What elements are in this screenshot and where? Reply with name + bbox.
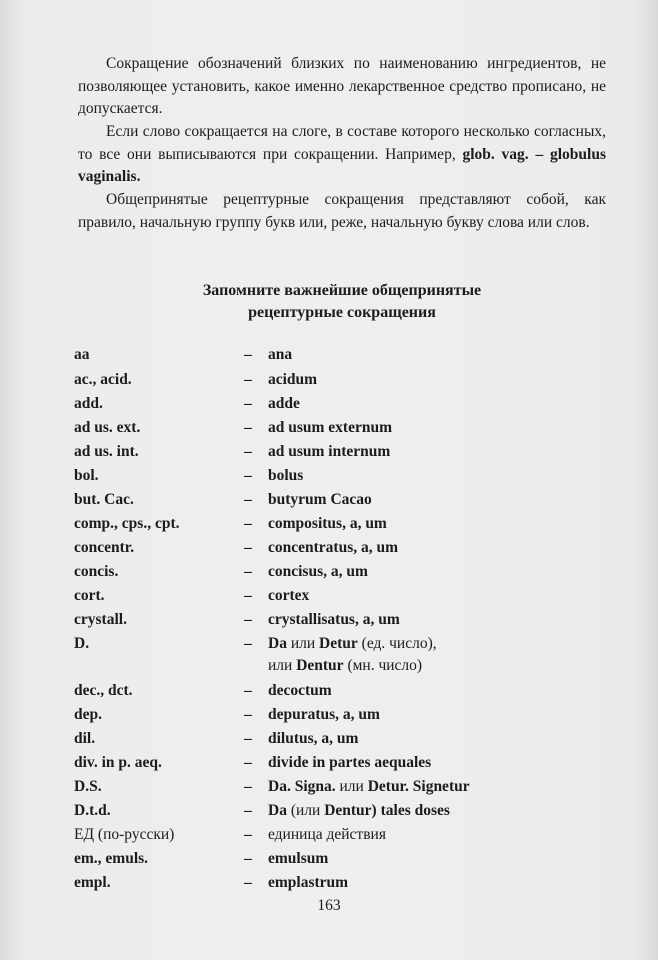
abbreviation: comp., cps., cpt. bbox=[74, 515, 180, 532]
full-term: depuratus, a, um bbox=[268, 706, 380, 723]
abbreviation: ac., acid. bbox=[74, 371, 132, 388]
dash: – bbox=[244, 778, 252, 795]
paragraph-common-abbreviations bbox=[78, 189, 606, 234]
full-term: ad usum externum bbox=[268, 419, 393, 436]
dash: – bbox=[244, 635, 252, 652]
full-term: Da или Detur (ед. число), bbox=[268, 635, 437, 652]
dash: – bbox=[244, 611, 252, 628]
dash: – bbox=[244, 371, 252, 388]
full-term: concisus, a, um bbox=[268, 563, 368, 580]
heading-line-1: Запомните важнейшие общепринятые bbox=[202, 282, 482, 299]
abbreviation: ad us. int. bbox=[74, 443, 139, 460]
page-number: 163 bbox=[317, 897, 341, 914]
dash: – bbox=[244, 874, 252, 891]
paragraph-text: Сокращение обозначений близких по наименованию ингредиентов, не позволяющее установить, какое именно лекарственное средство прописано, не допускается. bbox=[78, 55, 606, 118]
heading-line-2: рецептурные сокращения bbox=[248, 304, 436, 321]
abbreviation: ad us. ext. bbox=[74, 419, 141, 436]
paragraph-text: Общепринятые рецептурные сокращения представляют собой, как правило, начальную группу букв или, реже, начальную букву слова или слов. bbox=[78, 191, 606, 231]
full-term: Da (или Dentur) tales doses bbox=[268, 802, 450, 819]
abbreviation: D. bbox=[74, 635, 90, 652]
dash: – bbox=[244, 346, 252, 363]
dash: – bbox=[244, 491, 252, 508]
abbreviation: div. in p. aeq. bbox=[74, 754, 162, 771]
dash: – bbox=[244, 802, 252, 819]
abbreviation: aa bbox=[74, 346, 90, 363]
dash: – bbox=[244, 826, 252, 843]
full-term: butyrum Cacao bbox=[268, 491, 372, 508]
full-term: emulsum bbox=[268, 850, 329, 867]
abbreviation: empl. bbox=[74, 874, 111, 891]
full-term: adde bbox=[268, 395, 300, 412]
dash: – bbox=[244, 419, 252, 436]
abbreviation: bol. bbox=[74, 467, 99, 484]
dash: – bbox=[244, 754, 252, 771]
abbreviation: add. bbox=[74, 395, 103, 412]
full-term: ad usum internum bbox=[268, 443, 391, 460]
dash: – bbox=[244, 443, 252, 460]
abbreviation: dec., dct. bbox=[74, 682, 133, 699]
abbreviation: D.t.d. bbox=[74, 802, 111, 819]
paragraph-abbreviation-rule bbox=[78, 53, 606, 121]
dash: – bbox=[244, 850, 252, 867]
full-term: cortex bbox=[268, 587, 310, 604]
full-term: единица действия bbox=[268, 826, 386, 843]
dash: – bbox=[244, 467, 252, 484]
abbreviation: crystall. bbox=[74, 611, 127, 628]
dash: – bbox=[244, 563, 252, 580]
dash: – bbox=[244, 395, 252, 412]
full-term: emplastrum bbox=[268, 874, 349, 891]
paragraph-syllable-rule bbox=[78, 121, 606, 189]
abbreviation: cort. bbox=[74, 587, 105, 604]
paragraph-text: Если слово сокращается на слоге, в составе которого несколько согласных, то все они выписываются при сокращении. Например, bbox=[78, 123, 606, 163]
abbreviation: ЕД (по-русски) bbox=[74, 826, 175, 843]
full-term: или Dentur (мн. число) bbox=[268, 657, 423, 674]
dash: – bbox=[244, 515, 252, 532]
dash: – bbox=[244, 730, 252, 747]
full-term: Da. Signa. или Detur. Signetur bbox=[268, 778, 470, 795]
abbreviation: but. Cac. bbox=[74, 491, 134, 508]
abbreviation: dil. bbox=[74, 730, 96, 747]
full-term: decoctum bbox=[268, 682, 332, 699]
full-term: bolus bbox=[268, 467, 304, 484]
full-term: acidum bbox=[268, 371, 318, 388]
full-term: compositus, a, um bbox=[268, 515, 387, 532]
abbreviation: D.S. bbox=[74, 778, 102, 795]
example-text: glob. vag. – globulus vaginalis. bbox=[78, 145, 606, 186]
section-heading bbox=[78, 280, 606, 324]
dash: – bbox=[244, 682, 252, 699]
abbreviation: concis. bbox=[74, 563, 119, 580]
full-term: crystallisatus, a, um bbox=[268, 611, 400, 628]
abbreviation: concentr. bbox=[74, 539, 135, 556]
full-term: divide in partes aequales bbox=[268, 754, 432, 771]
abbreviation: em., emuls. bbox=[74, 850, 149, 867]
full-term: concentratus, a, um bbox=[268, 539, 399, 556]
dash: – bbox=[244, 587, 252, 604]
dash: – bbox=[244, 706, 252, 723]
full-term: dilutus, a, um bbox=[268, 730, 359, 747]
abbreviation: dep. bbox=[74, 706, 102, 723]
full-term: ana bbox=[268, 346, 293, 363]
dash: – bbox=[244, 539, 252, 556]
